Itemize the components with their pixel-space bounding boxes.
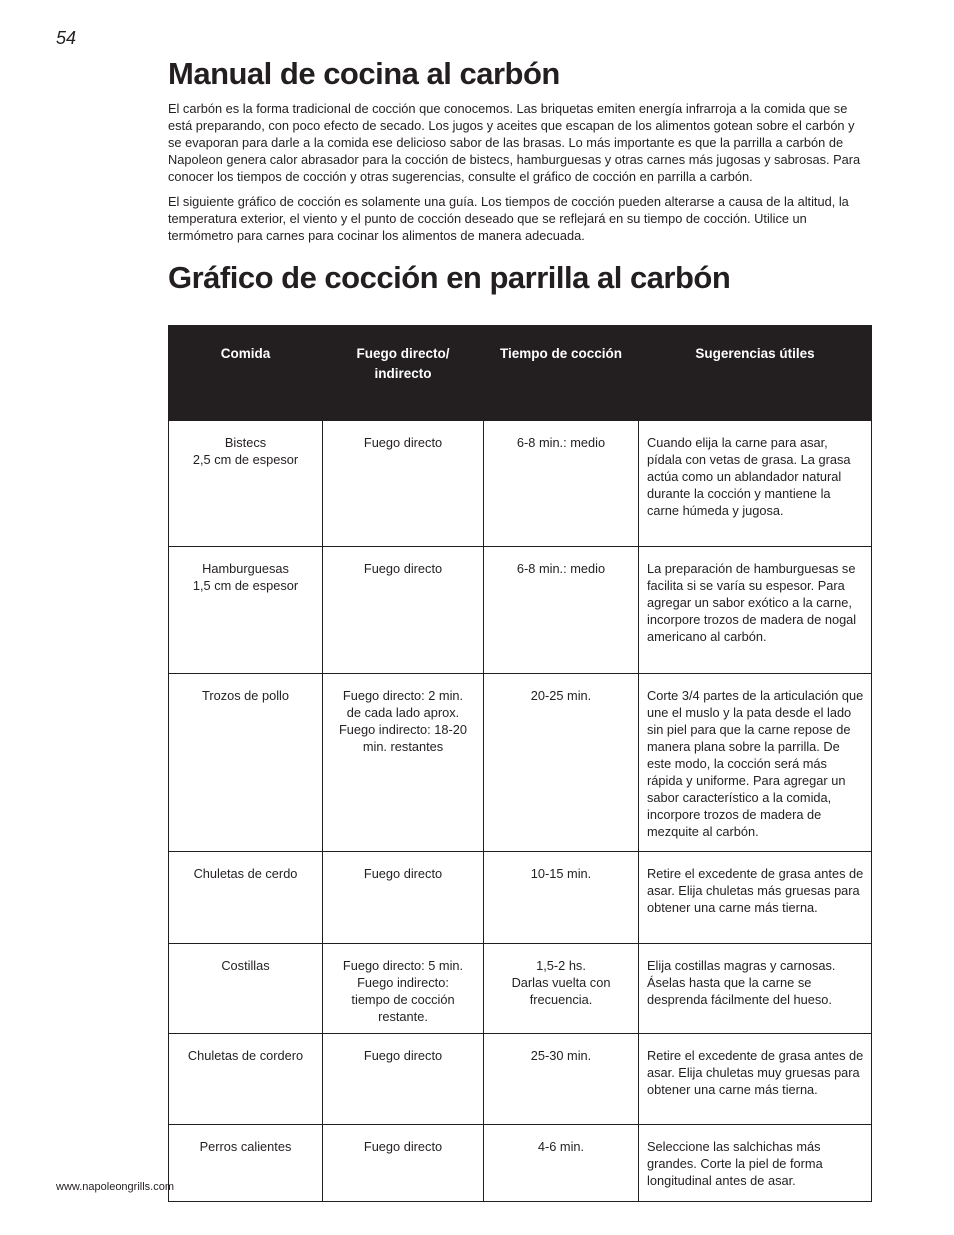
fire-cell-line: de cada lado aprox. [346, 705, 460, 720]
time-cell [484, 944, 639, 1034]
time-cell-line: 4-6 min. [537, 1139, 585, 1154]
fire-cell-line: Fuego indirecto: [357, 975, 449, 990]
fire-cell-line: restante. [378, 1009, 428, 1024]
food-cell-line: Chuletas de cordero [187, 1048, 304, 1063]
tip-cell: Elija costillas magras y carnosas. Áselas hasta que la carne se desprenda fácilmente del hueso. [639, 944, 872, 1034]
fire-cell-line: Fuego directo [363, 435, 443, 450]
time-cell-line: 1,5-2 hs. [536, 958, 586, 973]
fire-cell-line: Fuego indirecto: 18-20 [338, 722, 468, 737]
food-cell-line: 2,5 cm de espesor [192, 452, 299, 467]
food-cell-line: Chuletas de cerdo [193, 866, 298, 881]
table-row [169, 944, 872, 1034]
tip-cell: Corte 3/4 partes de la articulación que une el muslo y la pata desde el lado sin piel para que la carne repose de manera plana sobre la parrilla. De este modo, la cocción será más rápida y uniforme. Para agregar un sabor característico a la comida, incorpore trozos de madera de mezquite al carbón. [639, 674, 872, 852]
fire-cell [323, 1125, 484, 1202]
header-time: Tiempo de cocción [484, 326, 639, 421]
time-cell [484, 1125, 639, 1202]
food-cell-line: 1,5 cm de espesor [192, 578, 299, 593]
fire-cell-line: Fuego directo [363, 866, 443, 881]
time-cell-line: 10-15 min. [530, 866, 592, 881]
food-cell-line: Costillas [221, 958, 270, 973]
food-cell-line: Trozos de pollo [201, 688, 290, 703]
fire-cell-line: Fuego directo [363, 1139, 443, 1154]
food-cell-line: Hamburguesas [202, 561, 289, 576]
fire-cell-line: Fuego directo [363, 1048, 443, 1063]
main-content [168, 54, 871, 298]
food-cell [169, 547, 323, 674]
food-cell [169, 674, 323, 852]
time-cell [484, 674, 639, 852]
time-cell-line: 6-8 min.: medio [516, 435, 606, 450]
intro-paragraph: El carbón es la forma tradicional de cocción que conocemos. Las briquetas emiten energía infrarroja a la comida que se está preparando, con poco efecto de secado. Los jugos y aceites que escapan de los alimentos gotean sobre el carbón y se evaporan para darle a la comida ese delicioso sabor de las brasas. Lo más importante es que la parrilla a carbón de Napoleon genera calor abrasador para la cocción de bistecs, hamburguesas y otras carnes más jugosas y sabrosas. Para conocer los tiempos de cocción y otras sugerencias, consulte el gráfico de cocción en parrilla a carbón. [168, 101, 861, 184]
tip-cell: Retire el excedente de grasa antes de asar. Elija chuletas más gruesas para obtener una carne más tierna. [639, 852, 872, 944]
food-cell [169, 852, 323, 944]
footer-url: www.napoleongrills.com [56, 1181, 174, 1193]
fire-cell [323, 852, 484, 944]
food-cell [169, 1125, 323, 1202]
tip-cell: Seleccione las salchichas más grandes. Corte la piel de forma longitudinal antes de asar. [639, 1125, 872, 1202]
fire-cell [323, 421, 484, 547]
food-cell-line: Perros calientes [199, 1139, 292, 1154]
header-food: Comida [169, 326, 323, 421]
header-tips: Sugerencias útiles [639, 326, 872, 421]
page-number: 54 [56, 28, 77, 48]
fire-cell-line: min. restantes [362, 739, 444, 754]
fire-cell [323, 547, 484, 674]
guide-paragraph: El siguiente gráfico de cocción es solamente una guía. Los tiempos de cocción pueden alterarse a causa de la altitud, la temperatura exterior, el viento y el punto de cocción deseado que se reflejará en su tiempo de cocción. Utilice un termómetro para carnes para cocinar los alimentos de manera adecuada. [168, 194, 849, 243]
fire-cell [323, 944, 484, 1034]
cooking-chart-table [168, 325, 872, 1202]
table-header-row [169, 326, 872, 421]
time-cell [484, 421, 639, 547]
table-row [169, 1125, 872, 1202]
table-row [169, 547, 872, 674]
time-cell [484, 1034, 639, 1125]
food-cell [169, 421, 323, 547]
fire-cell-line: Fuego directo [363, 561, 443, 576]
table-row [169, 1034, 872, 1125]
tip-cell: Cuando elija la carne para asar, pídala con vetas de grasa. La grasa actúa como un ablandador natural durante la cocción y mantiene la carne húmeda y jugosa. [639, 421, 872, 547]
table-body [169, 421, 872, 1202]
fire-cell [323, 674, 484, 852]
time-cell-line: Darlas vuelta con [511, 975, 611, 990]
tip-cell: La preparación de hamburguesas se facilita si se varía su espesor. Para agregar un sabor exótico a la carne, incorpore trozos de madera de nogal americano al carbón. [639, 547, 872, 674]
fire-cell-line: Fuego directo: 2 min. [342, 688, 464, 703]
time-cell [484, 547, 639, 674]
fire-cell-line: tiempo de cocción [351, 992, 455, 1007]
fire-cell-line: Fuego directo: 5 min. [342, 958, 464, 973]
header-fire: Fuego directo/ indirecto [323, 326, 484, 421]
table-row [169, 852, 872, 944]
page-title: Manual de cocina al carbón [168, 56, 560, 91]
tip-cell: Retire el excedente de grasa antes de asar. Elija chuletas muy gruesas para obtener una carne más tierna. [639, 1034, 872, 1125]
food-cell [169, 944, 323, 1034]
time-cell-line: frecuencia. [529, 992, 593, 1007]
time-cell-line: 20-25 min. [530, 688, 592, 703]
table-row [169, 421, 872, 547]
fire-cell [323, 1034, 484, 1125]
chart-title: Gráfico de cocción en parrilla al carbón [168, 260, 731, 295]
food-cell [169, 1034, 323, 1125]
table-row [169, 674, 872, 852]
time-cell [484, 852, 639, 944]
food-cell-line: Bistecs [224, 435, 267, 450]
time-cell-line: 6-8 min.: medio [516, 561, 606, 576]
time-cell-line: 25-30 min. [530, 1048, 592, 1063]
